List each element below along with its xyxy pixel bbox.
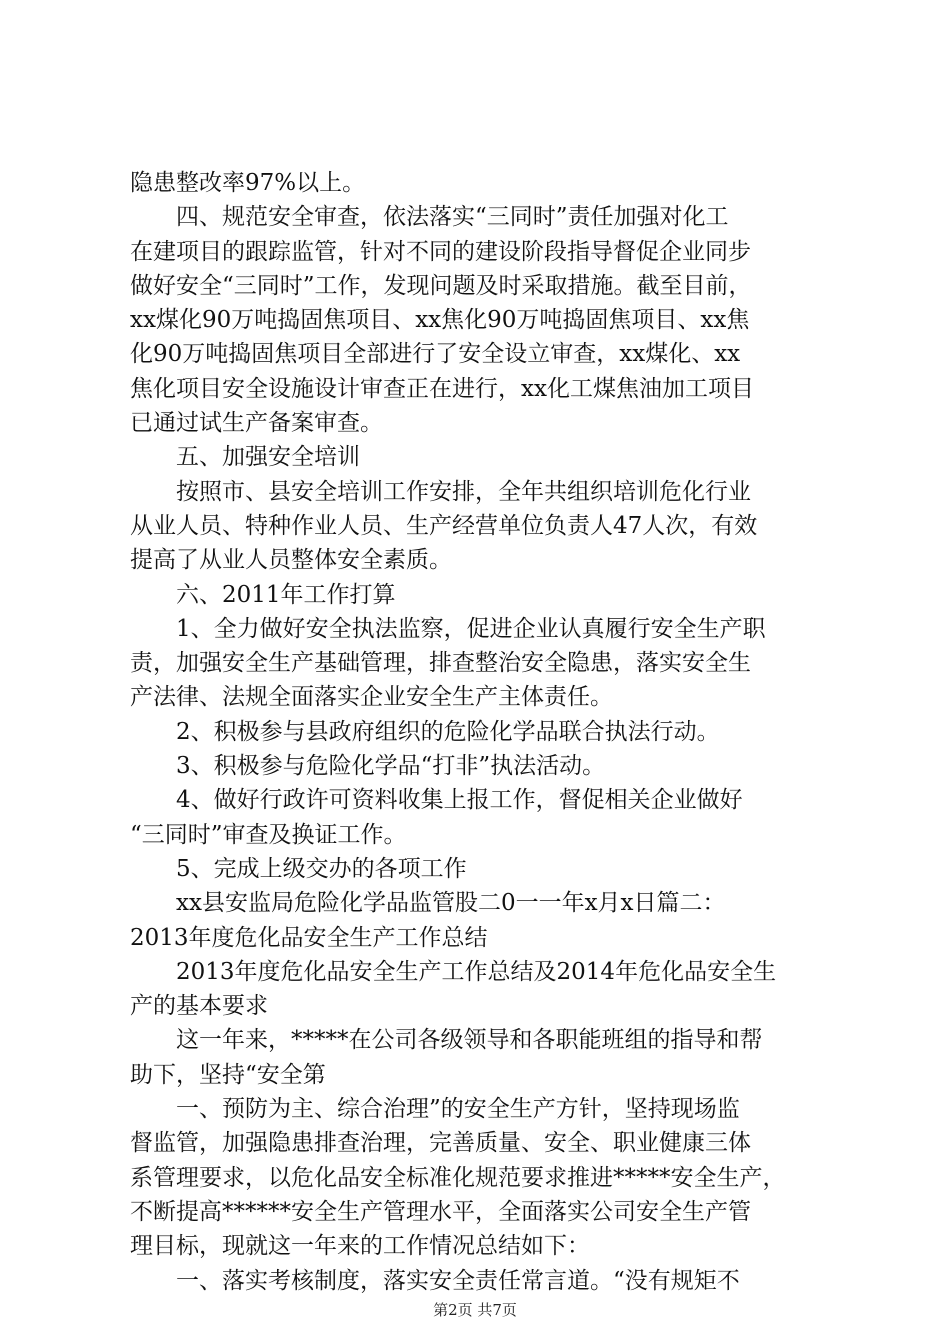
- text-line: 1、全力做好安全执法监察，促进企业认真履行安全生产职: [130, 615, 766, 642]
- text-line: 从业人员、特种作业人员、生产经营单位负责人47人次，有效: [130, 512, 758, 539]
- text-line: 4、做好行政许可资料收集上报工作，督促相关企业做好: [130, 787, 743, 814]
- text-line: 一、落实考核制度，落实安全责任常言道。“没有规矩不: [130, 1267, 740, 1294]
- page-footer: 第2页 共7页: [433, 1301, 517, 1319]
- text-line: 理目标，现就这一年来的工作情况总结如下：: [130, 1233, 590, 1260]
- text-line: 按照市、县安全培训工作安排，全年共组织培训危化行业: [130, 478, 751, 505]
- text-line: 一、预防为主、综合治理”的安全生产方针，坚持现场监: [130, 1096, 740, 1123]
- text-line: 责，加强安全生产基础管理，排查整治安全隐患，落实安全生: [130, 650, 751, 677]
- text-line: 2013年度危化品安全生产工作总结及2014年危化品安全生: [130, 958, 777, 985]
- text-line: 2013年度危化品安全生产工作总结: [130, 924, 488, 951]
- text-line: 在建项目的跟踪监管，针对不同的建设阶段指导督促企业同步: [130, 238, 751, 265]
- text-line: 系管理要求，以危化品安全标准化规范要求推进*****安全生产，: [130, 1164, 786, 1191]
- text-line: 3、积极参与危险化学品“打非”执法活动。: [130, 753, 606, 780]
- document-body: [130, 166, 830, 1298]
- text-line: 化90万吨捣固焦项目全部进行了安全设立审查，xx煤化、xx: [130, 341, 741, 368]
- text-line: xx煤化90万吨捣固焦项目、xx焦化90万吨捣固焦项目、xx焦: [130, 307, 750, 334]
- text-line: 六、2011年工作打算: [130, 581, 396, 608]
- text-line: 2、积极参与县政府组织的危险化学品联合执法行动。: [130, 718, 720, 745]
- text-line: 五、加强安全培训: [130, 444, 360, 471]
- text-line: 产的基本要求: [130, 993, 268, 1020]
- text-line: 这一年来，*****在公司各级领导和各职能班组的指导和帮: [130, 1027, 763, 1054]
- text-line: xx县安监局危险化学品监管股二0一一年x月x日篇二：: [130, 890, 726, 917]
- text-line: 助下，坚持“安全第: [130, 1061, 326, 1088]
- text-line: 不断提高******安全生产管理水平，全面落实公司安全生产管: [130, 1198, 751, 1225]
- text-line: 督监管，加强隐患排查治理，完善质量、安全、职业健康三体: [130, 1130, 751, 1157]
- text-line: 已通过试生产备案审查。: [130, 410, 383, 437]
- text-line: 焦化项目安全设施设计审查正在进行，xx化工煤焦油加工项目: [130, 375, 754, 402]
- text-line: 提高了从业人员整体安全素质。: [130, 547, 452, 574]
- text-line: 隐患整改率97%以上。: [130, 170, 366, 196]
- text-line: 做好安全“三同时”工作，发现问题及时采取措施。截至目前，: [130, 272, 752, 299]
- text-line: “三同时”审查及换证工作。: [130, 821, 407, 848]
- text-line: 产法律、法规全面落实企业安全生产主体责任。: [130, 684, 613, 711]
- text-line: 5、完成上级交办的各项工作: [130, 855, 467, 882]
- text-line: 四、规范安全审查，依法落实“三同时”责任加强对化工: [130, 204, 729, 231]
